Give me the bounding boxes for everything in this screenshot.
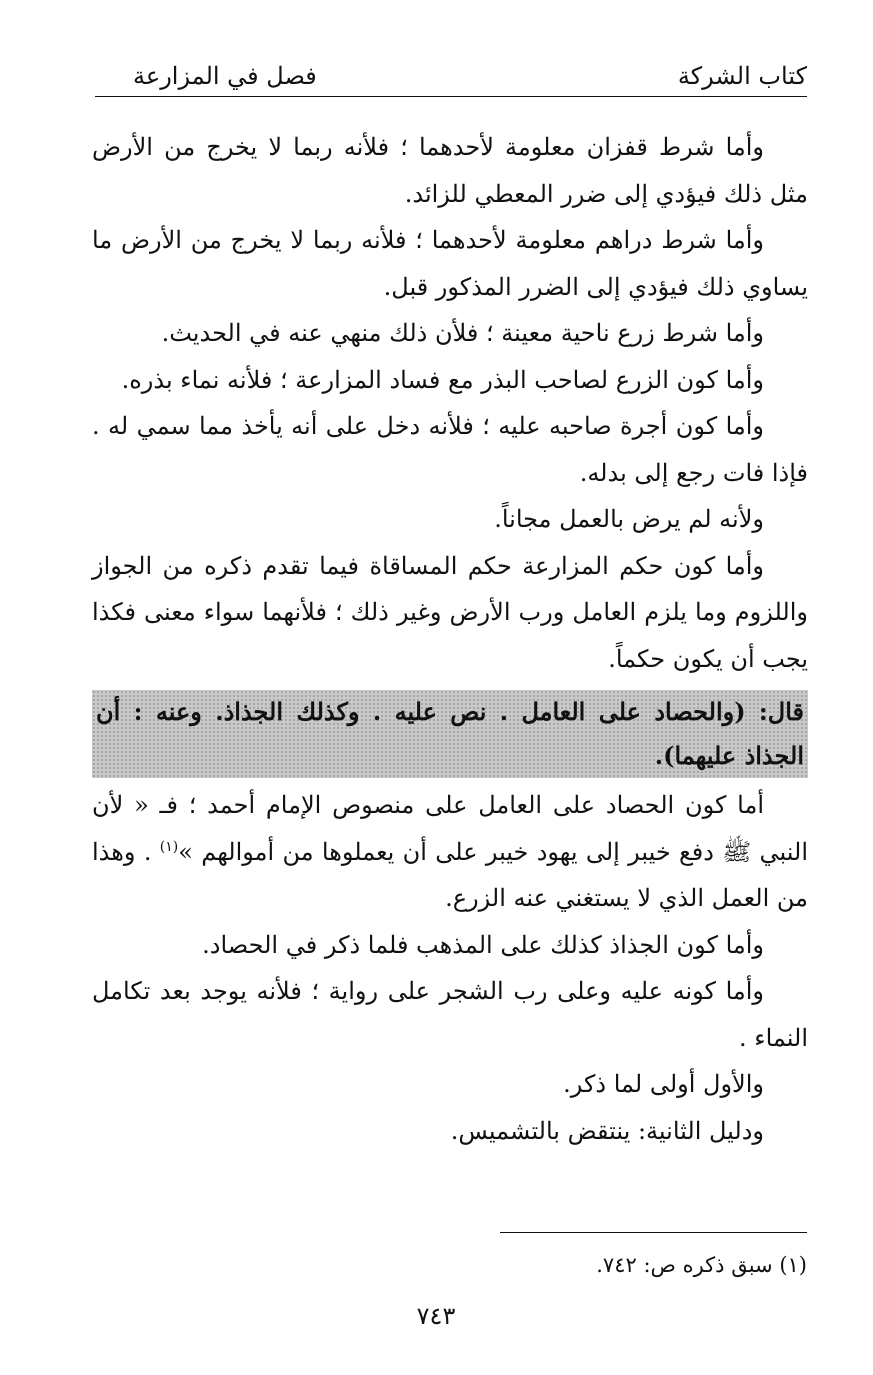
paragraph-4: وأما كون الزرع لصاحب البذر مع فساد المزارعة ؛ فلأنه نماء بذره. [121,365,764,394]
paragraph-8-text: أما كون الحصاد على العامل على منصوص الإمام أحمد ؛ فـ « لأن النبي ﷺ دفع خيبر إلى يهود خيبر على أن يعملوها من أموالهم » [92,791,808,866]
highlighted-quote: قال: (والحصاد على العامل . نص عليه . وكذلك الجذاذ. وعنه : أن الجذاذ عليهما). [92,690,808,778]
running-header [95,58,807,97]
footnote-ref[interactable]: (١) [159,838,179,855]
paragraph-9: وأما كون الجذاذ كذلك على المذهب فلما ذكر في الحصاد. [202,930,764,959]
footnote: (١) سبق ذكره ص: ٧٤٢. [596,1253,807,1277]
paragraph-7: وأما كون حكم المزارعة حكم المساقاة فيما تقدم ذكره من الجواز واللزوم وما يلزم العامل ورب الأرض وغير ذلك ؛ فلأنهما سواء معنى فكذا يجب أن يكون حكماً. [92,551,808,673]
header-book-title: كتاب الشركة [677,62,807,90]
paragraph-11: والأول أولى لما ذكر. [563,1070,764,1098]
paragraph-5: وأما كون أجرة صاحبه عليه ؛ فلأنه دخل على أنه يأخذ مما سمي له . فإذا فات رجع إلى بدله. [92,412,808,487]
paragraph-2: وأما شرط دراهم معلومة لأحدهما ؛ فلأنه ربما لا يخرج من الأرض ما يساوي ذلك فيؤدي إلى الضرر المذكور قبل. [92,226,808,301]
footnote-divider [500,1232,807,1233]
paragraph-8-text-end: . وهذا من العمل الذي لا يستغني عنه الزرع. [92,837,808,912]
paragraph-3: وأما شرط زرع ناحية معينة ؛ فلأن ذلك منهي عنه في الحديث. [161,319,764,347]
paragraph-1: وأما شرط قفزان معلومة لأحدهما ؛ فلأنه ربما لا يخرج من الأرض مثل ذلك فيؤدي إلى ضرر المعطي للزائد. [92,133,808,208]
paragraph-8 [92,782,808,922]
body-text [92,124,808,1154]
paragraph-6: ولأنه لم يرض بالعمل مجاناً. [494,505,764,533]
paragraph-12: ودليل الثانية: ينتقض بالتشميس. [450,1116,764,1145]
paragraph-10: وأما كونه عليه وعلى رب الشجر على رواية ؛ فلأنه يوجد بعد تكامل النماء . [92,977,808,1052]
page-number: ٧٤٣ [416,1302,456,1330]
header-section-title: فصل في المزارعة [133,62,317,90]
